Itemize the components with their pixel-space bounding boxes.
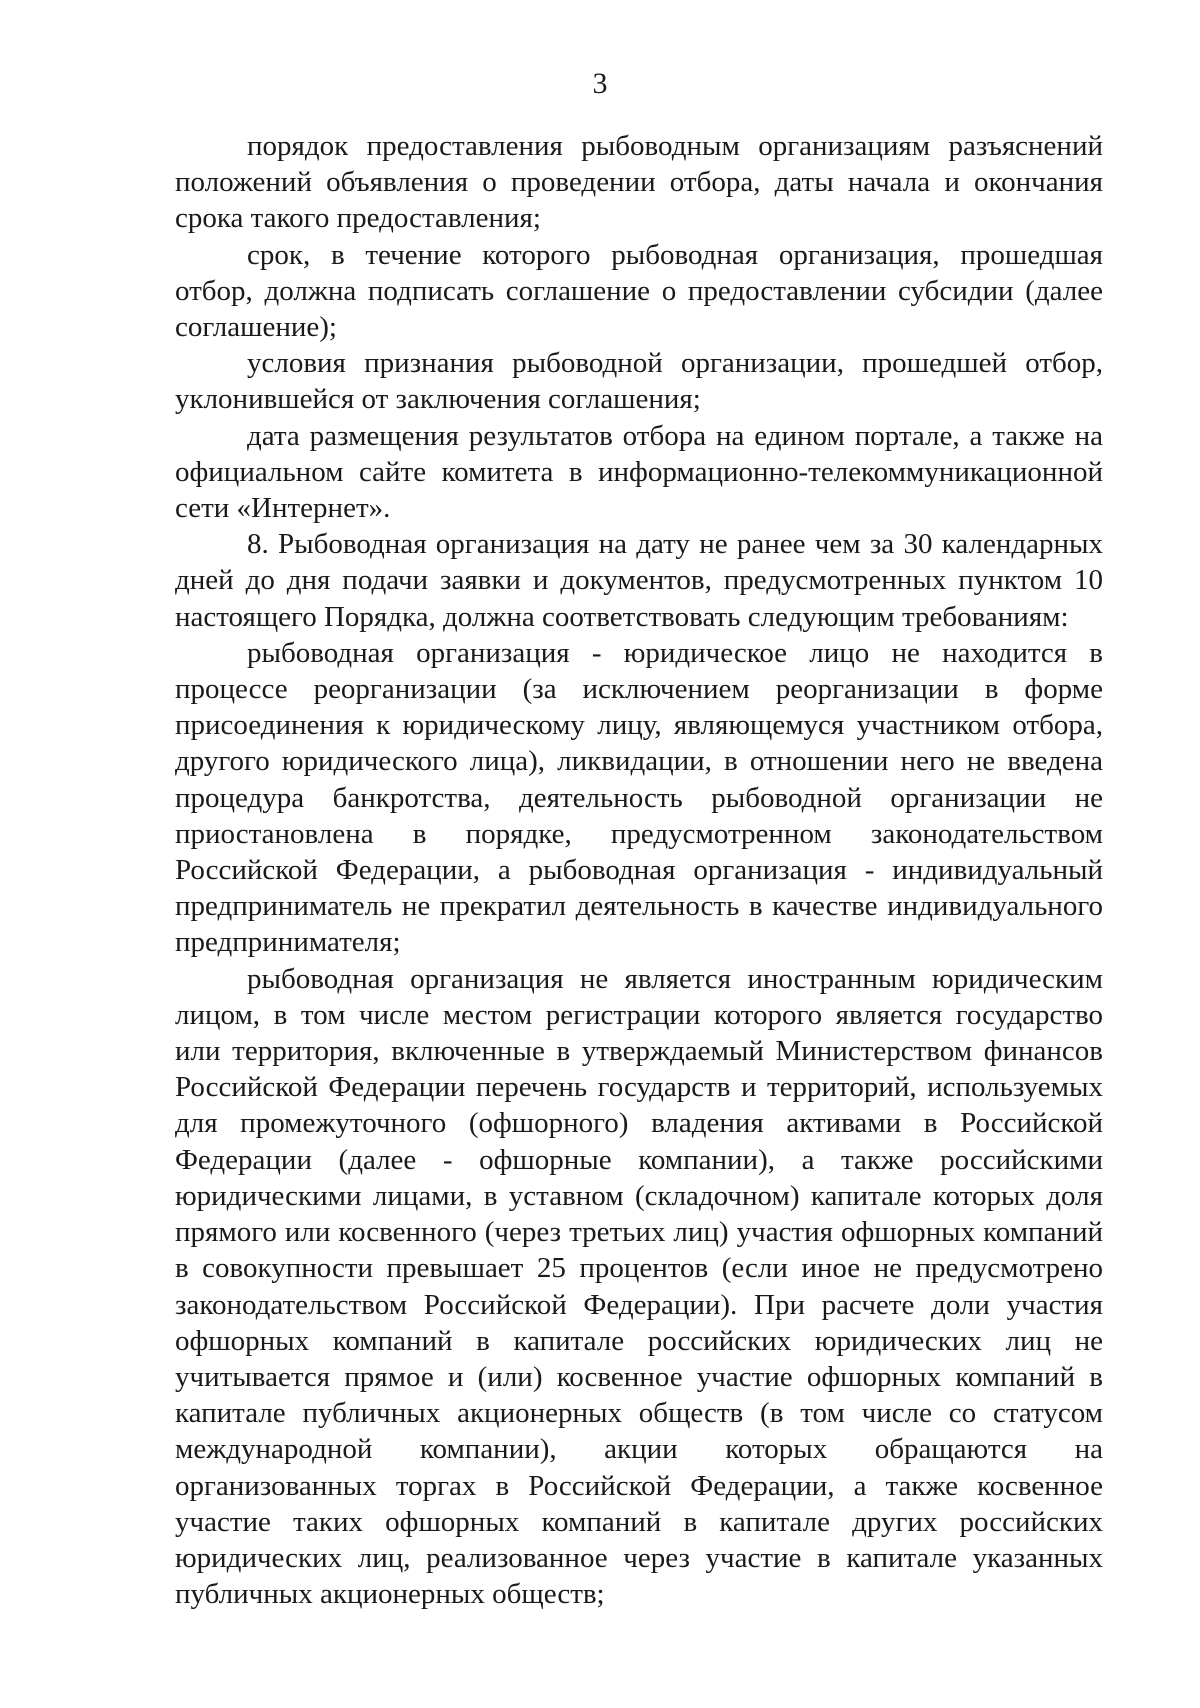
page-number: 3 xyxy=(592,67,608,100)
paragraph-section-8-requirements: 8. Рыбоводная организация на дату не ранее чем за 30 календарных дней до дня подачи заявки и документов, предусмотренных пунктом 10 настоящего Порядка, должна соответствовать следующим требованиям: xyxy=(175,528,1103,633)
document-body xyxy=(175,128,1103,1612)
paragraph-agreement-deadline: срок, в течение которого рыбоводная организация, прошедшая отбор, должна подписать соглашение о предоставлении субсидии (далее соглашение); xyxy=(175,238,1103,344)
paragraph-explanations-order: порядок предоставления рыбоводным организациям разъяснений положений объявления о проведении отбора, даты начала и окончания срока такого предоставления; xyxy=(175,130,1103,235)
paragraph-not-foreign-entity: рыбоводная организация не является иностранным юридическим лицом, в том числе местом регистрации которого является государство или территория, включенные в утверждаемый Министерством финансов Российской Федерации перечень государств и территорий, используемых для промежуточного (офшорного) владения активами в Российской Федерации (далее - офшорные компании), а также российскими юридическими лицами, в уставном (складочном) капитале которых доля прямого или косвенного (через третьих лиц) участия офшорных компаний в совокупности превышает 25 процентов (если иное не предусмотрено законодательством Российской Федерации). При расчете доли участия офшорных компаний в капитале российских юридических лиц не учитывается прямое и (или) косвенное участие офшорных компаний в капитале публичных акционерных обществ (в том числе со статусом международной компании), акции которых обращаются на организованных торгах в Российской Федерации, а также косвенное участие таких офшорных компаний в капитале других российских юридических лиц, реализованное через участие в капитале указанных публичных акционерных обществ; xyxy=(175,962,1103,1611)
paragraph-results-publication-date: дата размещения результатов отбора на едином портале, а также на официальном сайте комитета в информационно-телекоммуникационной сети «Интернет». xyxy=(175,419,1103,525)
paragraph-no-reorganization: рыбоводная организация - юридическое лицо не находится в процессе реорганизации (за исключением реорганизации в форме присоединения к юридическому лицу, являющемуся участником отбора, другого юридического лица), ликвидации, в отношении него не введена процедура банкротства, деятельность рыбоводной организации не приостановлена в порядке, предусмотренном законодательством Российской Федерации, а рыбоводная организация - индивидуальный предприниматель не прекратил деятельность в качестве индивидуального предпринимателя; xyxy=(175,636,1103,959)
paragraph-evasion-conditions: условия признания рыбоводной организации, прошедшей отбор, уклонившейся от заключения соглашения; xyxy=(175,347,1103,416)
